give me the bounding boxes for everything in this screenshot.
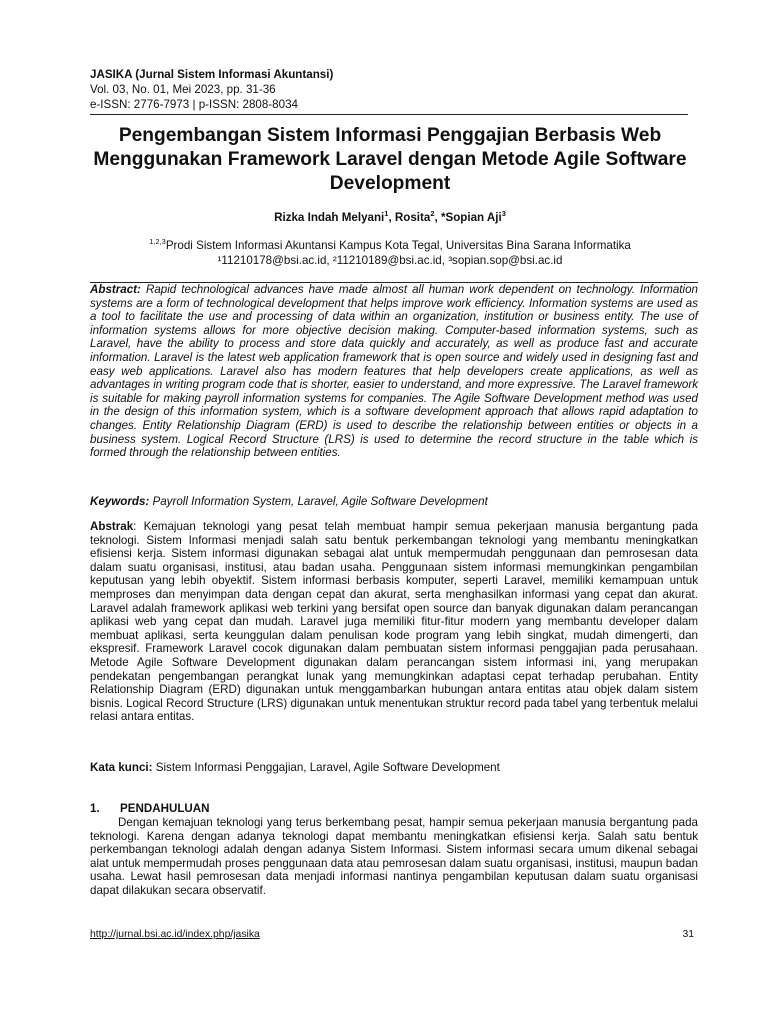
abstrak-text: : Kemajuan teknologi yang pesat telah membuat hampir semua pekerjaan manusia bergantung pada teknologi. Sistem Informasi menjadi salah satu bentuk perkembangan teknologi yang membantu meningkatkan efisiensi kerja. Sistem informasi digunakan sebagai alat untuk mempermudah penggunaan dan pemrosesan data dalam suatu organisasi, institusi, atau badan usaha. Penggunaan sistem informasi memungkinkan pengambilan keputusan yang lebih obyektif. Sistem informasi berbasis komputer, seperti Laravel, memiliki kemampuan untuk memproses dan menyimpan data dengan cepat dan akurat, serta menghasilkan informasi yang cepat dan akurat. Laravel adalah framework aplikasi web terkini yang bersifat open source dan banyak digunakan dalam perancangan aplikasi web yang cepat dan mudah. Laravel juga memiliki fitur-fitur modern yang membantu developer dalam membuat aplikasi, serta keunggulan dalam penulisan kode program yang lebih singkat, mudah dimengerti, dan ekspresif. Framework Laravel cocok digunakan dalam pembuatan sistem informasi penggajian pada perusahaan. Metode Agile Software Development digunakan dalam perancangan sistem informasi ini, yang merupakan pendekatan pengembangan perangkat lunak yang memungkinkan adaptasi cepat terhadap perubahan. Entity Relationship Diagram (ERD) digunakan untuk menggambarkan hubungan antara entitas atau objek dalam sistem bisnis. Logical Record Structure (LRS) digunakan untuk menentukan struktur record pada tabel yang terbentuk melalui relasi antara entitas. — [90, 520, 698, 724]
page-number: 31 — [682, 929, 694, 940]
author-name: Rosita — [394, 210, 431, 224]
keywords-text: Payroll Information System, Laravel, Agile Software Development — [149, 495, 488, 508]
journal-link[interactable]: http://jurnal.bsi.ac.id/index.php/jasika — [90, 929, 260, 940]
header-rule — [90, 114, 688, 115]
keywords-english — [90, 495, 698, 509]
abstract-label: Abstract: — [90, 283, 141, 296]
paper-title: Pengembangan Sistem Informasi Penggajian Berbasis Web Menggunakan Framework Laravel dengan Metode Agile Software Development — [93, 125, 687, 194]
journal-name: JASIKA (Jurnal Sistem Informasi Akuntansi) — [90, 68, 334, 81]
kata-kunci-text: Sistem Informasi Penggajian, Laravel, Agile Software Development — [152, 761, 500, 774]
section-body: Dengan kemajuan teknologi yang terus berkembang pesat, hampir semua pekerjaan manusia bergantung pada teknologi. Karena dengan adanya teknologi dapat membantu meningkatkan efisiensi kerja. Salah satu bentuk perkembangan teknologi adalah dengan adanya Sistem Informasi. Sistem informasi secara umum dikenal sebagai alat untuk mempermudah proses penggunaan data atau pemrosesan dalam suatu organisasi, institusi, maupun badan usaha. Lewat hasil pemrosesan data menjadi informasi nantinya pengambilan keputusan dalam suatu organisasi dapat dilakukan secara observatif. — [90, 816, 698, 897]
abstract-indonesian — [90, 520, 698, 724]
author-sup: 1 — [384, 209, 389, 218]
author-emails: ¹11210178@bsi.ac.id, ²11210189@bsi.ac.id, ³sopian.sop@bsi.ac.id — [217, 253, 563, 267]
abstrak-label: Abstrak — [90, 520, 134, 533]
author-name: *Sopian Aji — [440, 210, 502, 224]
author-separator: , — [434, 210, 441, 224]
keywords-indonesian — [90, 761, 698, 775]
affiliation-sup: 1,2,3 — [149, 237, 166, 246]
section-heading — [90, 802, 210, 816]
journal-header — [90, 67, 690, 112]
author-name: Rizka Indah Melyani — [274, 210, 385, 224]
affiliation — [90, 234, 690, 268]
abstract-english — [90, 283, 698, 460]
journal-issn: e-ISSN: 2776-7973 | p-ISSN: 2808-8034 — [90, 98, 298, 111]
section-title: PENDAHULUAN — [120, 802, 210, 815]
author-list — [90, 206, 690, 225]
keywords-label: Keywords: — [90, 495, 150, 508]
journal-volume: Vol. 03, No. 01, Mei 2023, pp. 31-36 — [90, 83, 276, 96]
author-sup: 2 — [430, 209, 435, 218]
affiliation-text: Prodi Sistem Informasi Akuntansi Kampus Kota Tegal, Universitas Bina Sarana Informatika — [165, 238, 631, 252]
author-separator: , — [388, 210, 395, 224]
section-number: 1. — [90, 802, 100, 815]
author-sup: 3 — [501, 209, 506, 218]
abstract-text: Rapid technological advances have made almost all human work dependent on technology. Information systems are a form of technological development that helps improve work efficiency. Information systems are used as a tool to facilitate the use and processing of data within an organization, institution or business entity. The use of information systems allows for more objective decision making. Computer-based information systems, such as Laravel, have the ability to process and store data quickly and accurately, as well as produce fast and accurate information. Laravel is the latest web application framework that is open source and widely used in designing fast and easy web applications. Laravel also has modern features that help developers create applications, as well as advantages in writing program code that is shorter, easier to understand, and more expressive. The Laravel framework is suitable for making payroll information systems for companies. The Agile Software Development method was used in the design of this information system, which is a software development approach that allows rapid adaptation to changes. Entity Relationship Diagram (ERD) is used to describe the relationship between entities or objects in a business system. Logical Record Structure (LRS) is used to determine the record structure in the table which is formed through the relationship between entities. — [90, 283, 698, 460]
kata-kunci-label: Kata kunci: — [90, 761, 153, 774]
